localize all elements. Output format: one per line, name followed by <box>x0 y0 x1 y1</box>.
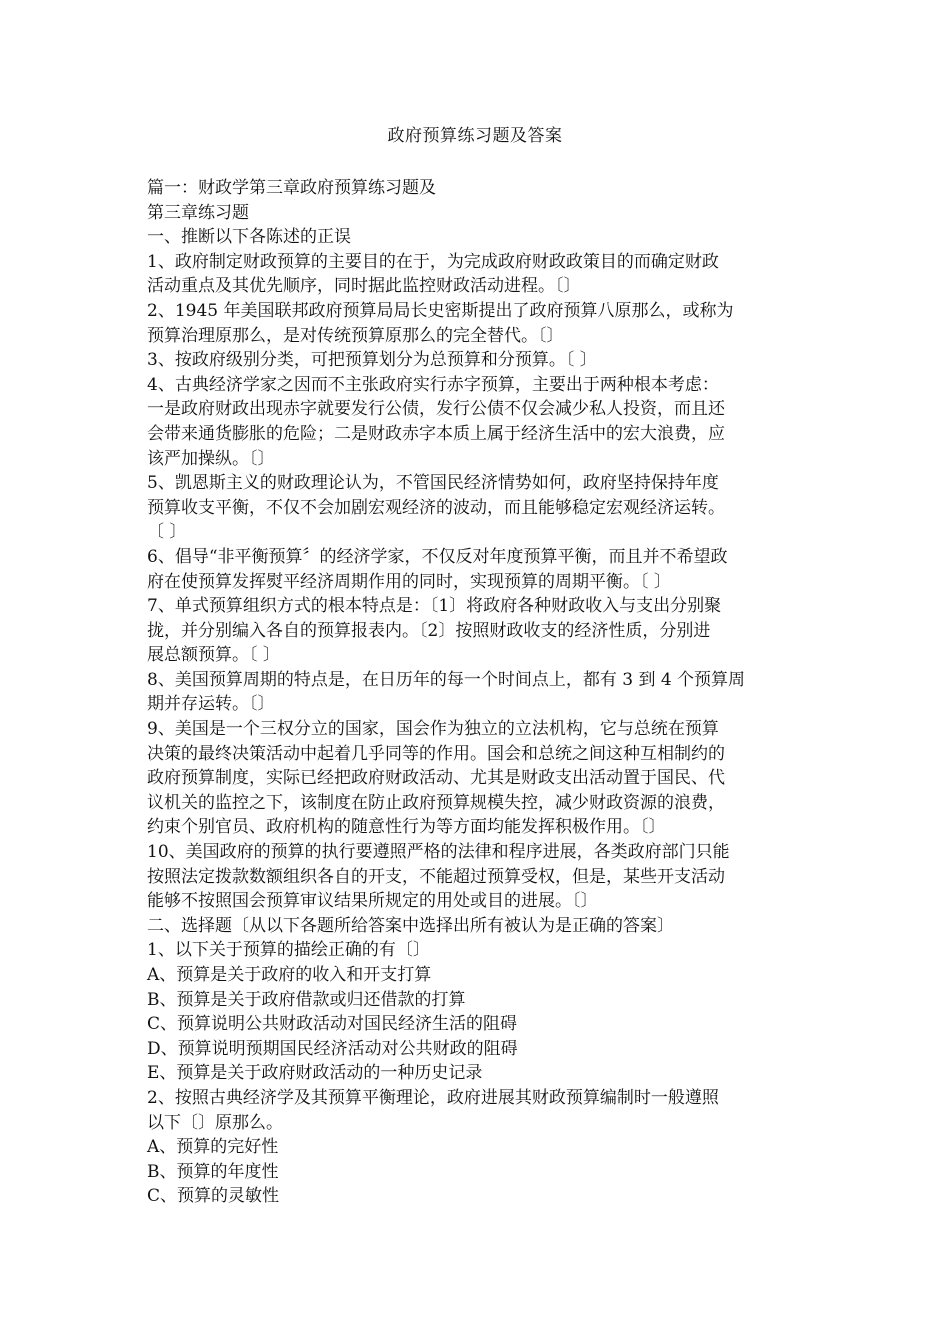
text-line: 约束个别官员、政府机构的随意性行为等方面均能发挥积极作用。〔〕 <box>147 817 666 838</box>
text-line: 展总额预算。〔 〕 <box>147 645 280 666</box>
text-line: 期并存运转。〔〕 <box>147 694 275 715</box>
text-line: C、预算的灵敏性 <box>147 1186 280 1207</box>
text-line: A、预算的完好性 <box>147 1137 279 1158</box>
text-line: 1、政府制定财政预算的主要目的在于，为完成政府财政政策目的而确定财政 <box>147 251 719 272</box>
text-line: 预算收支平衡，不仅不会加剧宏观经济的波动，而且能够稳定宏观经济运转。 <box>147 497 725 518</box>
text-line: 一是政府财政出现赤字就要发行公债，发行公债不仅会减少私人投资，而且还 <box>147 399 725 420</box>
text-line: A、预算是关于政府的收入和开支打算 <box>147 965 432 985</box>
text-line: 一、推断以下各陈述的正误 <box>147 227 351 248</box>
text-line: 该严加操纵。〔〕 <box>147 448 275 469</box>
text-line: 7、单式预算组织方式的根本特点是：〔1〕将政府各种财政收入与支出分别聚 <box>147 596 722 617</box>
text-line: 按照法定拨款数额组织各自的开支，不能超过预算受权，但是，某些开支活动 <box>147 866 725 887</box>
text-line: 1、以下关于预算的描绘正确的有〔〕 <box>147 940 430 961</box>
text-line: 会带来通货膨胀的危险；二是财政赤字本质上属于经济生活中的宏大浪费，应 <box>147 423 725 444</box>
document-body <box>147 176 807 1209</box>
text-line: E、预算是关于政府财政活动的一种历史记录 <box>147 1063 483 1084</box>
text-line: 政府预算制度，实际已经把政府财政活动、尤其是财政支出活动置于国民、代 <box>147 768 725 789</box>
text-line: 篇一：财政学第三章政府预算练习题及 <box>147 178 436 198</box>
text-line: 10、美国政府的预算的执行要遵照严格的法律和程序进展，各类政府部门只能 <box>147 842 730 863</box>
text-line: 府在使预算发挥熨平经济周期作用的同时，实现预算的周期平衡。〔 〕 <box>147 571 671 592</box>
text-line: 决策的最终决策活动中起着几乎同等的作用。国会和总统之间这种互相制约的 <box>147 743 725 764</box>
text-line: D、预算说明预期国民经济活动对公共财政的阻碍 <box>147 1038 518 1059</box>
text-line: 活动重点及其优先顺序，同时据此监控财政活动进程。〔〕 <box>147 276 581 297</box>
text-line: 第三章练习题 <box>147 202 249 223</box>
text-line: 预算治理原那么，是对传统预算原那么的完全替代。〔〕 <box>147 325 564 346</box>
text-line: 能够不按照国会预算审议结果所规定的用处或目的进展。〔〕 <box>147 891 598 912</box>
text-line: 3、按政府级别分类，可把预算划分为总预算和分预算。〔 〕 <box>147 350 597 371</box>
text-line: 4、古典经济学家之因而不主张政府实行赤字预算，主要出于两种根本考虑： <box>147 374 719 395</box>
text-line: 2、1945 年美国联邦政府预算局局长史密斯提出了政府预算八原那么，或称为 <box>147 300 734 321</box>
text-line: 议机关的监控之下，该制度在防止政府预算规模失控，减少财政资源的浪费， <box>147 792 725 813</box>
text-line: 〔 〕 <box>147 522 187 543</box>
text-line: 二、选择题〔从以下各题所给答案中选择出所有被认为是正确的答案〕 <box>147 915 674 936</box>
text-line: C、预算说明公共财政活动对国民经济生活的阻碍 <box>147 1014 518 1035</box>
text-line: 拢，并分别编入各自的预算报表内。〔2〕按照财政收支的经济性质，分别进 <box>147 620 711 641</box>
text-line: B、预算的年度性 <box>147 1161 279 1182</box>
text-line: 8、美国预算周期的特点是，在日历年的每一个时间点上，都有 3 到 4 个预算周 <box>147 669 746 690</box>
text-line: 5、凯恩斯主义的财政理论认为，不管国民经济情势如何，政府坚持保持年度 <box>147 473 719 494</box>
text-line: 以下〔〕原那么。 <box>147 1112 283 1133</box>
text-line: B、预算是关于政府借款或归还借款的打算 <box>147 989 466 1010</box>
text-line: 2、按照古典经济学及其预算平衡理论，政府进展其财政预算编制时一般遵照 <box>147 1087 719 1108</box>
text-line: 6、倡导“非平衡预算〞的经济学家，不仅反对年度预算平衡，而且并不希望政 <box>147 546 728 567</box>
document-title: 政府预算练习题及答案 <box>387 126 563 146</box>
text-line: 9、美国是一个三权分立的国家，国会作为独立的立法机构，它与总统在预算 <box>147 719 719 740</box>
